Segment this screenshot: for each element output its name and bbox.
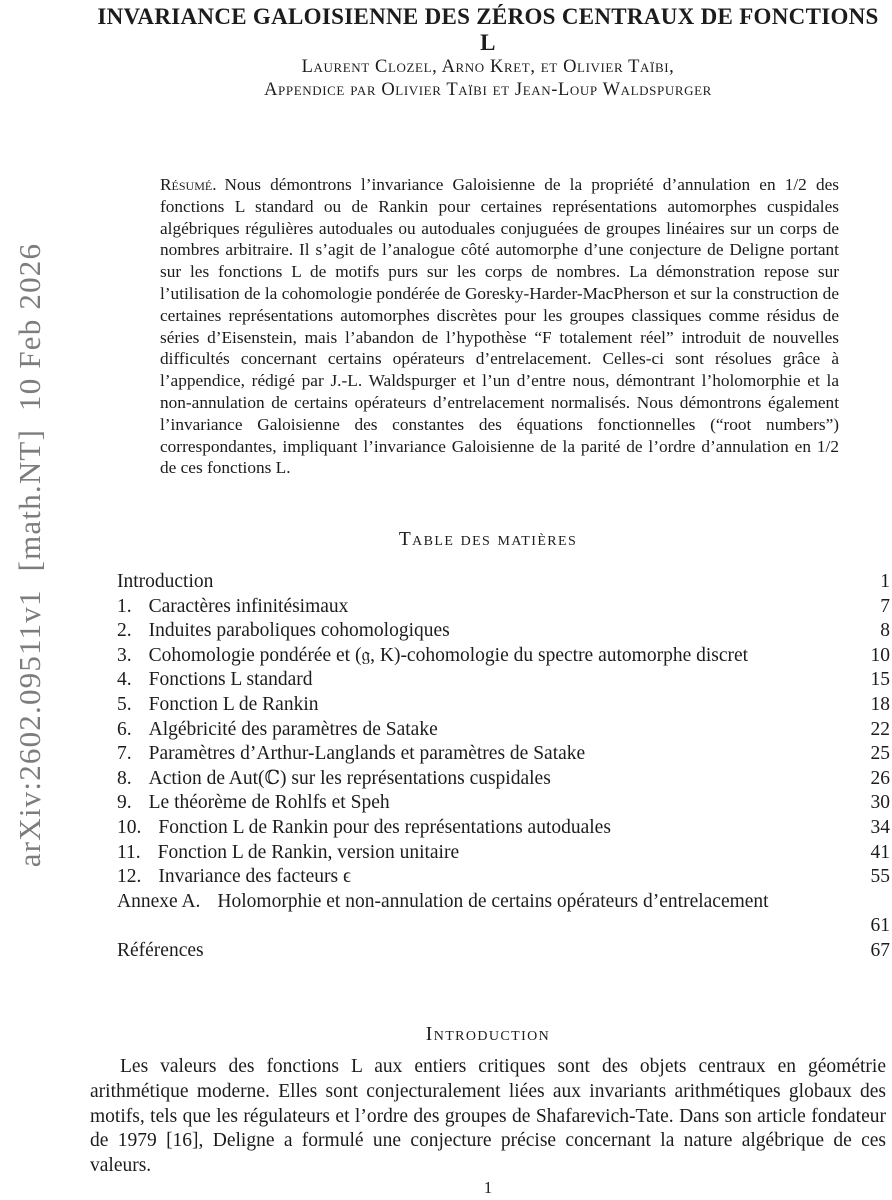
author-line: Laurent Clozel, Arno Kret, et Olivier Taïbi, [301, 57, 675, 77]
toc-entry [117, 595, 890, 620]
toc-entry [117, 841, 890, 866]
introduction-heading: Introduction [425, 1024, 551, 1045]
toc-entry-number: 2. [117, 620, 132, 642]
toc-entry-label: Fonctions L standard [148, 669, 313, 691]
toc-entry-number: 5. [117, 693, 132, 715]
toc-entry-number: 6. [117, 718, 132, 740]
toc-entry-label: Introduction [117, 571, 214, 592]
toc-entry [117, 816, 890, 841]
toc-entry [117, 570, 890, 595]
arxiv-stamp: arXiv:2602.09511v1 [math.NT] 10 Feb 2026 [12, 242, 47, 868]
toc-entry-label: Paramètres d’Arthur-Langlands et paramètres de Satake [148, 743, 586, 765]
toc-entry-label: Cohomologie pondérée et (𝔤, K)-cohomologie du spectre automorphe discret [148, 644, 749, 666]
page-number: 1 [483, 1178, 493, 1197]
toc-entry-page: 41 [870, 841, 890, 863]
toc-entry-label: Le théorème de Rohlfs et Speh [148, 792, 390, 814]
abstract-text: Nous démontrons l’invariance Galoisienne de la propriété d’annulation en 1/2 des fonctions L standard ou de Rankin pour certaines représentations automorphes cuspidales algébriques régulières autoduales ou autoduales conjuguées de groupes linéaires sur un corps de nombres arbitraire. Il s’agit de l’analogue côté automorphe d’une conjecture de Deligne portant sur les fonctions L de motifs purs sur les corps de nombres. La démonstration repose sur l’utilisation de la cohomologie pondérée de Goresky-Harder-MacPherson et sur la construction de certaines représentations automorphes discrètes pour les groupes classiques comme résidus de séries d’Eisenstein, mais l’abandon de l’hypothèse “F totalement réel” introduit de nouvelles difficultés concernant certains opérateurs d’entrelacement. Celles-ci sont résolues grâce à l’appendice, rédigé par J.-L. Waldspurger et l’un d’entre nous, démontrant l’holomorphie et la non-annulation de certains opérateurs d’entrelacement normalisés. Nous démontrons également l’invariance Galoisienne des constantes des équations fonctionnelles (“root numbers”) correspondantes, impliquant l’invariance Galoisienne de la parité de l’ordre d’annulation en 1/2 de ces fonctions L. [160, 175, 839, 478]
toc-entry-page: 55 [870, 866, 890, 888]
toc-entry-page: 10 [870, 644, 890, 666]
toc-entry-number: 10. [117, 816, 142, 838]
toc-entry-page: 67 [870, 939, 890, 961]
toc-entry [117, 791, 890, 816]
toc-entry-label: Induites paraboliques cohomologiques [148, 620, 450, 642]
toc-entry-number: 4. [117, 669, 132, 691]
toc-entry-label: Caractères infinitésimaux [148, 595, 349, 617]
toc-entry [117, 939, 890, 964]
toc-entry-label: Action de Aut(ℂ) sur les représentations cuspidales [148, 767, 551, 789]
toc-entry-page: 15 [870, 669, 890, 691]
toc-entry-page: 1 [880, 571, 890, 592]
toc-entry [117, 693, 890, 718]
introduction-paragraph: Les valeurs des fonctions L aux entiers critiques sont des objets centraux en géométrie arithmétique moderne. Elles sont conjecturalement liées aux invariants arithmétiques globaux des motifs, tels que les régulateurs et l’ordre des groupes de Shafarevich-Tate. Dans son article fondateur de 1979 [16], Deligne a formulé une conjecture précise concernant la nature algébrique de ces valeurs. [90, 1056, 886, 1177]
toc-entry-label: Fonction L de Rankin pour des représentations autoduales [158, 816, 611, 838]
toc-entry [117, 767, 890, 792]
author-line: Appendice par Olivier Taïbi et Jean-Loup Waldspurger [264, 79, 712, 100]
toc-entry-page: 61 [870, 915, 890, 937]
toc-entry [117, 644, 890, 669]
toc-entry-page: 18 [870, 693, 890, 715]
toc-entry-number: Annexe A. [117, 890, 201, 912]
author-block [90, 56, 886, 101]
toc-entry [117, 890, 890, 915]
toc-entry [117, 742, 890, 767]
toc-entry-number: 1. [117, 595, 132, 617]
toc-entry-number: 8. [117, 767, 132, 789]
toc-entry-page: 25 [870, 743, 890, 765]
paper-title: INVARIANCE GALOISIENNE DES ZÉROS CENTRAUX DE FONCTIONS L [97, 4, 879, 55]
toc-entry-label: Invariance des facteurs ϵ [158, 866, 351, 888]
toc-entry-page: 30 [870, 792, 890, 814]
toc-entry-number: 9. [117, 792, 132, 814]
toc-entry-number: 12. [117, 866, 142, 888]
toc-entry [117, 718, 890, 743]
toc-list [117, 570, 890, 964]
toc-entry-number: 7. [117, 743, 132, 765]
toc-entry-page: 8 [880, 620, 890, 642]
toc-entry-label: Holomorphie et non-annulation de certains opérateurs d’entrelacement [217, 890, 769, 912]
toc-entry-label: Fonction L de Rankin [148, 693, 319, 715]
toc-entry [117, 619, 890, 644]
toc-entry-label: Algébricité des paramètres de Satake [148, 718, 438, 740]
toc-entry-page: 7 [880, 595, 890, 617]
abstract-label: Résumé. [160, 175, 217, 194]
toc-entry-label: Fonction L de Rankin, version unitaire [157, 841, 460, 863]
toc-entry [117, 668, 890, 693]
toc-entry-page: 34 [870, 816, 890, 838]
toc-entry-number: 11. [117, 841, 141, 863]
toc-entry-page: 22 [870, 718, 890, 740]
toc-entry-number: 3. [117, 644, 132, 666]
toc-entry-page: 26 [870, 767, 890, 789]
abstract [160, 174, 839, 479]
toc-heading: Table des matières [398, 529, 578, 550]
toc-entry-label: Références [117, 939, 204, 961]
toc-entry [117, 865, 890, 890]
